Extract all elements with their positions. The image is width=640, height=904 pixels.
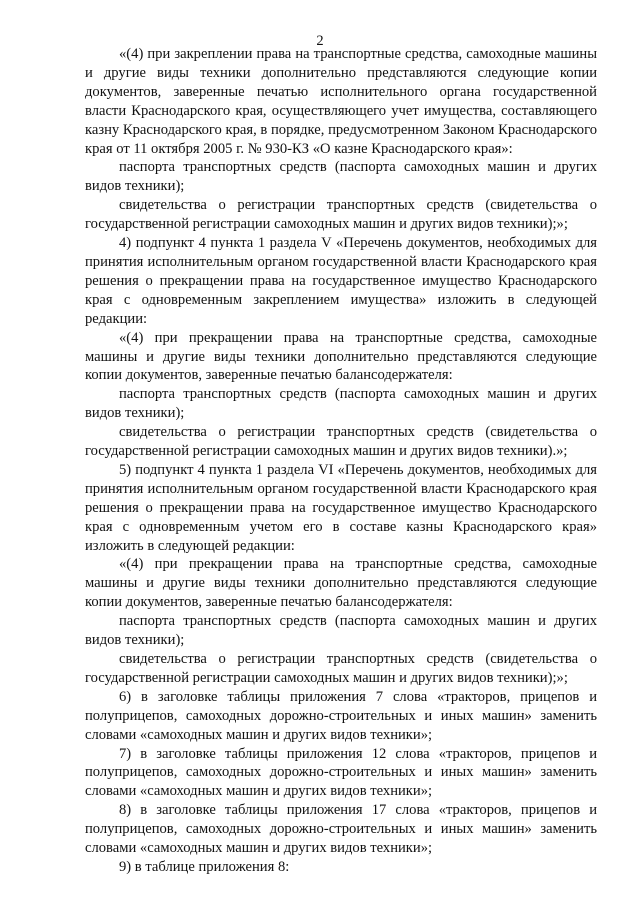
paragraph-item-6: 6) в заголовке таблицы приложения 7 слова «тракторов, прицепов и полуприцепов, самоходных дорожно-строительных и иных машин» заменить словами «самоходных машин и других видов техники»; [85,688,597,743]
paragraph-vehicle-passports: паспорта транспортных средств (паспорта самоходных машин и других видов техники); [85,386,597,422]
paragraph-item-5: 5) подпункт 4 пункта 1 раздела VI «Перечень документов, необходимых для принятия исполнительным органом государственной власти Краснодарского края решения о прекращении права на государственное имущество Краснодарского края с одновременным учетом его в составе казны Краснодарского края» изложить в следующей редакции: [85,461,597,554]
paragraph-clause-4-vehicles: «(4) при закреплении права на транспортные средства, самоходные машины и другие виды техники дополнительно представляются следующие копии документов, заверенные печатью исполнительного органа государственной власти Краснодарского края, осуществляющего учет имущества, составляющего казну Краснодарского края, в порядке, предусмотренном Законом Краснодарского края от 11 октября 2005 г. № 930-КЗ «О казне Краснодарского края»: [85,46,597,157]
document-body [85,45,597,877]
paragraph-clause-4-termination: «(4) при прекращении права на транспортные средства, самоходные машины и другие виды техники дополнительно представляются следующие копии документов, заверенные печатью балансодержателя: [85,329,597,384]
paragraph-clause-4-termination: «(4) при прекращении права на транспортные средства, самоходные машины и другие виды техники дополнительно представляются следующие копии документов, заверенные печатью балансодержателя: [85,556,597,611]
paragraph-item-4: 4) подпункт 4 пункта 1 раздела V «Перечень документов, необходимых для принятия исполнительным органом государственной власти Краснодарского края решения о прекращении права на государственное имущество Краснодарского края с одновременным закреплением имущества» изложить в следующей редакции: [85,235,597,327]
paragraph-registration-certificates: свидетельства о регистрации транспортных средств (свидетельства о государственной регистрации самоходных машин и других видов техники);»; [85,651,597,686]
paragraph-item-8: 8) в заголовке таблицы приложения 17 слова «тракторов, прицепов и полуприцепов, самоходных дорожно-строительных и иных машин» заменить словами «самоходных машин и других видов техники»; [85,802,597,857]
paragraph-item-7: 7) в заголовке таблицы приложения 12 слова «тракторов, прицепов и полуприцепов, самоходных дорожно-строительных и иных машин» заменить словами «самоходных машин и других видов техники»; [85,745,597,800]
paragraph-registration-certificates: свидетельства о регистрации транспортных средств (свидетельства о государственной регистрации самоходных машин и других видов техники).»; [85,424,597,460]
paragraph-registration-certificates: свидетельства о регистрации транспортных средств (свидетельства о государственной регистрации самоходных машин и других видов техники);»; [85,197,597,233]
paragraph-vehicle-passports: паспорта транспортных средств (паспорта самоходных машин и других видов техники); [85,613,597,649]
paragraph-vehicle-passports: паспорта транспортных средств (паспорта самоходных машин и других видов техники); [85,159,597,195]
page-number: 2 [316,33,324,49]
paragraph-item-9: 9) в таблице приложения 8: [119,858,290,875]
